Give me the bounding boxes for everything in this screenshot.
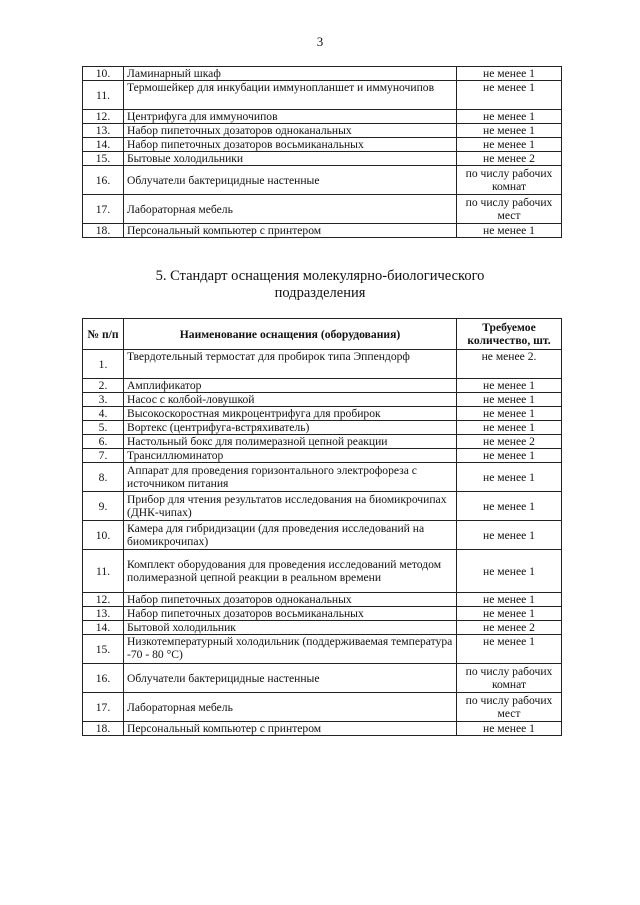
table-row (83, 449, 562, 463)
equipment-name: Лабораторная мебель (124, 693, 457, 722)
table-row (83, 693, 562, 722)
table-row (83, 463, 562, 492)
required-quantity: не менее 1 (457, 635, 562, 664)
table-row (83, 435, 562, 449)
required-quantity: не менее 1 (457, 492, 562, 521)
equipment-name: Прибор для чтения результатов исследования на биомикрочипах (ДНК-чипах) (124, 492, 457, 521)
equipment-name: Настольный бокс для полимеразной цепной реакции (124, 435, 457, 449)
row-number: 5. (83, 421, 124, 435)
row-number: 16. (83, 664, 124, 693)
table-row (83, 124, 562, 138)
table-row (83, 635, 562, 664)
row-number: 12. (83, 110, 124, 124)
required-quantity: не менее 2 (457, 435, 562, 449)
table-row (83, 110, 562, 124)
required-quantity: не менее 1 (457, 550, 562, 593)
table-row (83, 67, 562, 81)
equipment-name: Насос с колбой-ловушкой (124, 393, 457, 407)
required-quantity: не менее 1 (457, 722, 562, 736)
header-req: Требуемое количество, шт. (457, 319, 562, 350)
equipment-name: Твердотельный термостат для пробирок типа Эппендорф (124, 350, 457, 379)
row-number: 14. (83, 621, 124, 635)
required-quantity: не менее 1 (457, 421, 562, 435)
equipment-name: Набор пипеточных дозаторов одноканальных (124, 124, 457, 138)
equipment-name: Облучатели бактерицидные настенные (124, 664, 457, 693)
required-quantity: не менее 1 (457, 138, 562, 152)
table-row (83, 350, 562, 379)
equipment-table-continued (82, 66, 562, 238)
equipment-name: Бытовой холодильник (124, 621, 457, 635)
table-header-row (83, 319, 562, 350)
table-row (83, 138, 562, 152)
molecular-biology-equipment-table (82, 318, 562, 736)
row-number: 16. (83, 166, 124, 195)
equipment-name: Термошейкер для инкубации иммунопланшет и иммуночипов (124, 81, 457, 110)
required-quantity: не менее 2 (457, 152, 562, 166)
required-quantity: не менее 1 (457, 110, 562, 124)
table-row (83, 421, 562, 435)
equipment-name: Камера для гибридизации (для проведения исследований на биомикрочипах) (124, 521, 457, 550)
table-row (83, 393, 562, 407)
required-quantity: не менее 1 (457, 593, 562, 607)
required-quantity: не менее 1 (457, 521, 562, 550)
row-number: 8. (83, 463, 124, 492)
row-number: 15. (83, 635, 124, 664)
required-quantity: не менее 1 (457, 224, 562, 238)
section-title (0, 268, 640, 302)
row-number: 12. (83, 593, 124, 607)
row-number: 10. (83, 521, 124, 550)
required-quantity: не менее 1 (457, 379, 562, 393)
row-number: 3. (83, 393, 124, 407)
header-name: Наименование оснащения (оборудования) (124, 319, 457, 350)
row-number: 4. (83, 407, 124, 421)
equipment-name: Набор пипеточных дозаторов одноканальных (124, 593, 457, 607)
equipment-name: Высокоскоростная микроцентрифуга для пробирок (124, 407, 457, 421)
header-num: № п/п (83, 319, 124, 350)
required-quantity: по числу рабочих мест (457, 693, 562, 722)
table-row (83, 224, 562, 238)
table-row (83, 195, 562, 224)
row-number: 18. (83, 224, 124, 238)
table-row (83, 593, 562, 607)
row-number: 9. (83, 492, 124, 521)
row-number: 13. (83, 124, 124, 138)
table-row (83, 492, 562, 521)
row-number: 15. (83, 152, 124, 166)
page-number: 3 (316, 34, 324, 49)
equipment-name: Лабораторная мебель (124, 195, 457, 224)
required-quantity: не менее 2. (457, 350, 562, 379)
equipment-name: Комплект оборудования для проведения исследований методом полимеразной цепной реакции в реальном времени (124, 550, 457, 593)
required-quantity: не менее 1 (457, 393, 562, 407)
row-number: 13. (83, 607, 124, 621)
equipment-name: Вортекс (центрифуга-встряхиватель) (124, 421, 457, 435)
table-row (83, 152, 562, 166)
equipment-name: Бытовые холодильники (124, 152, 457, 166)
required-quantity: по числу рабочих комнат (457, 166, 562, 195)
required-quantity: не менее 1 (457, 81, 562, 110)
table-row (83, 407, 562, 421)
equipment-name: Амплификатор (124, 379, 457, 393)
equipment-name: Трансиллюминатор (124, 449, 457, 463)
required-quantity: не менее 1 (457, 449, 562, 463)
table-row (83, 550, 562, 593)
equipment-name: Персональный компьютер с принтером (124, 722, 457, 736)
required-quantity: по числу рабочих комнат (457, 664, 562, 693)
table-row (83, 81, 562, 110)
equipment-name: Центрифуга для иммуночипов (124, 110, 457, 124)
equipment-name: Ламинарный шкаф (124, 67, 457, 81)
row-number: 18. (83, 722, 124, 736)
table-row (83, 722, 562, 736)
table-row (83, 521, 562, 550)
row-number: 10. (83, 67, 124, 81)
required-quantity: не менее 1 (457, 463, 562, 492)
row-number: 17. (83, 693, 124, 722)
required-quantity: не менее 1 (457, 407, 562, 421)
required-quantity: по числу рабочих мест (457, 195, 562, 224)
equipment-name: Набор пипеточных дозаторов восьмиканальных (124, 138, 457, 152)
row-number: 2. (83, 379, 124, 393)
required-quantity: не менее 1 (457, 607, 562, 621)
section-title-line1: 5. Стандарт оснащения молекулярно-биологического (155, 268, 485, 284)
row-number: 11. (83, 550, 124, 593)
table-row (83, 621, 562, 635)
table-row (83, 379, 562, 393)
table-row (83, 166, 562, 195)
equipment-name: Облучатели бактерицидные настенные (124, 166, 457, 195)
equipment-name: Персональный компьютер с принтером (124, 224, 457, 238)
row-number: 1. (83, 350, 124, 379)
table-row (83, 664, 562, 693)
equipment-name: Аппарат для проведения горизонтального электрофореза с источником питания (124, 463, 457, 492)
row-number: 6. (83, 435, 124, 449)
row-number: 17. (83, 195, 124, 224)
required-quantity: не менее 1 (457, 124, 562, 138)
equipment-name: Набор пипеточных дозаторов восьмиканальных (124, 607, 457, 621)
required-quantity: не менее 1 (457, 67, 562, 81)
row-number: 14. (83, 138, 124, 152)
equipment-table-continued-body (83, 67, 562, 238)
row-number: 11. (83, 81, 124, 110)
section-title-line2: подразделения (274, 285, 366, 301)
required-quantity: не менее 2 (457, 621, 562, 635)
equipment-name: Низкотемпературный холодильник (поддерживаемая температура -70 - 80 °С) (124, 635, 457, 664)
row-number: 7. (83, 449, 124, 463)
molecular-biology-equipment-table-body (83, 350, 562, 736)
table-row (83, 607, 562, 621)
